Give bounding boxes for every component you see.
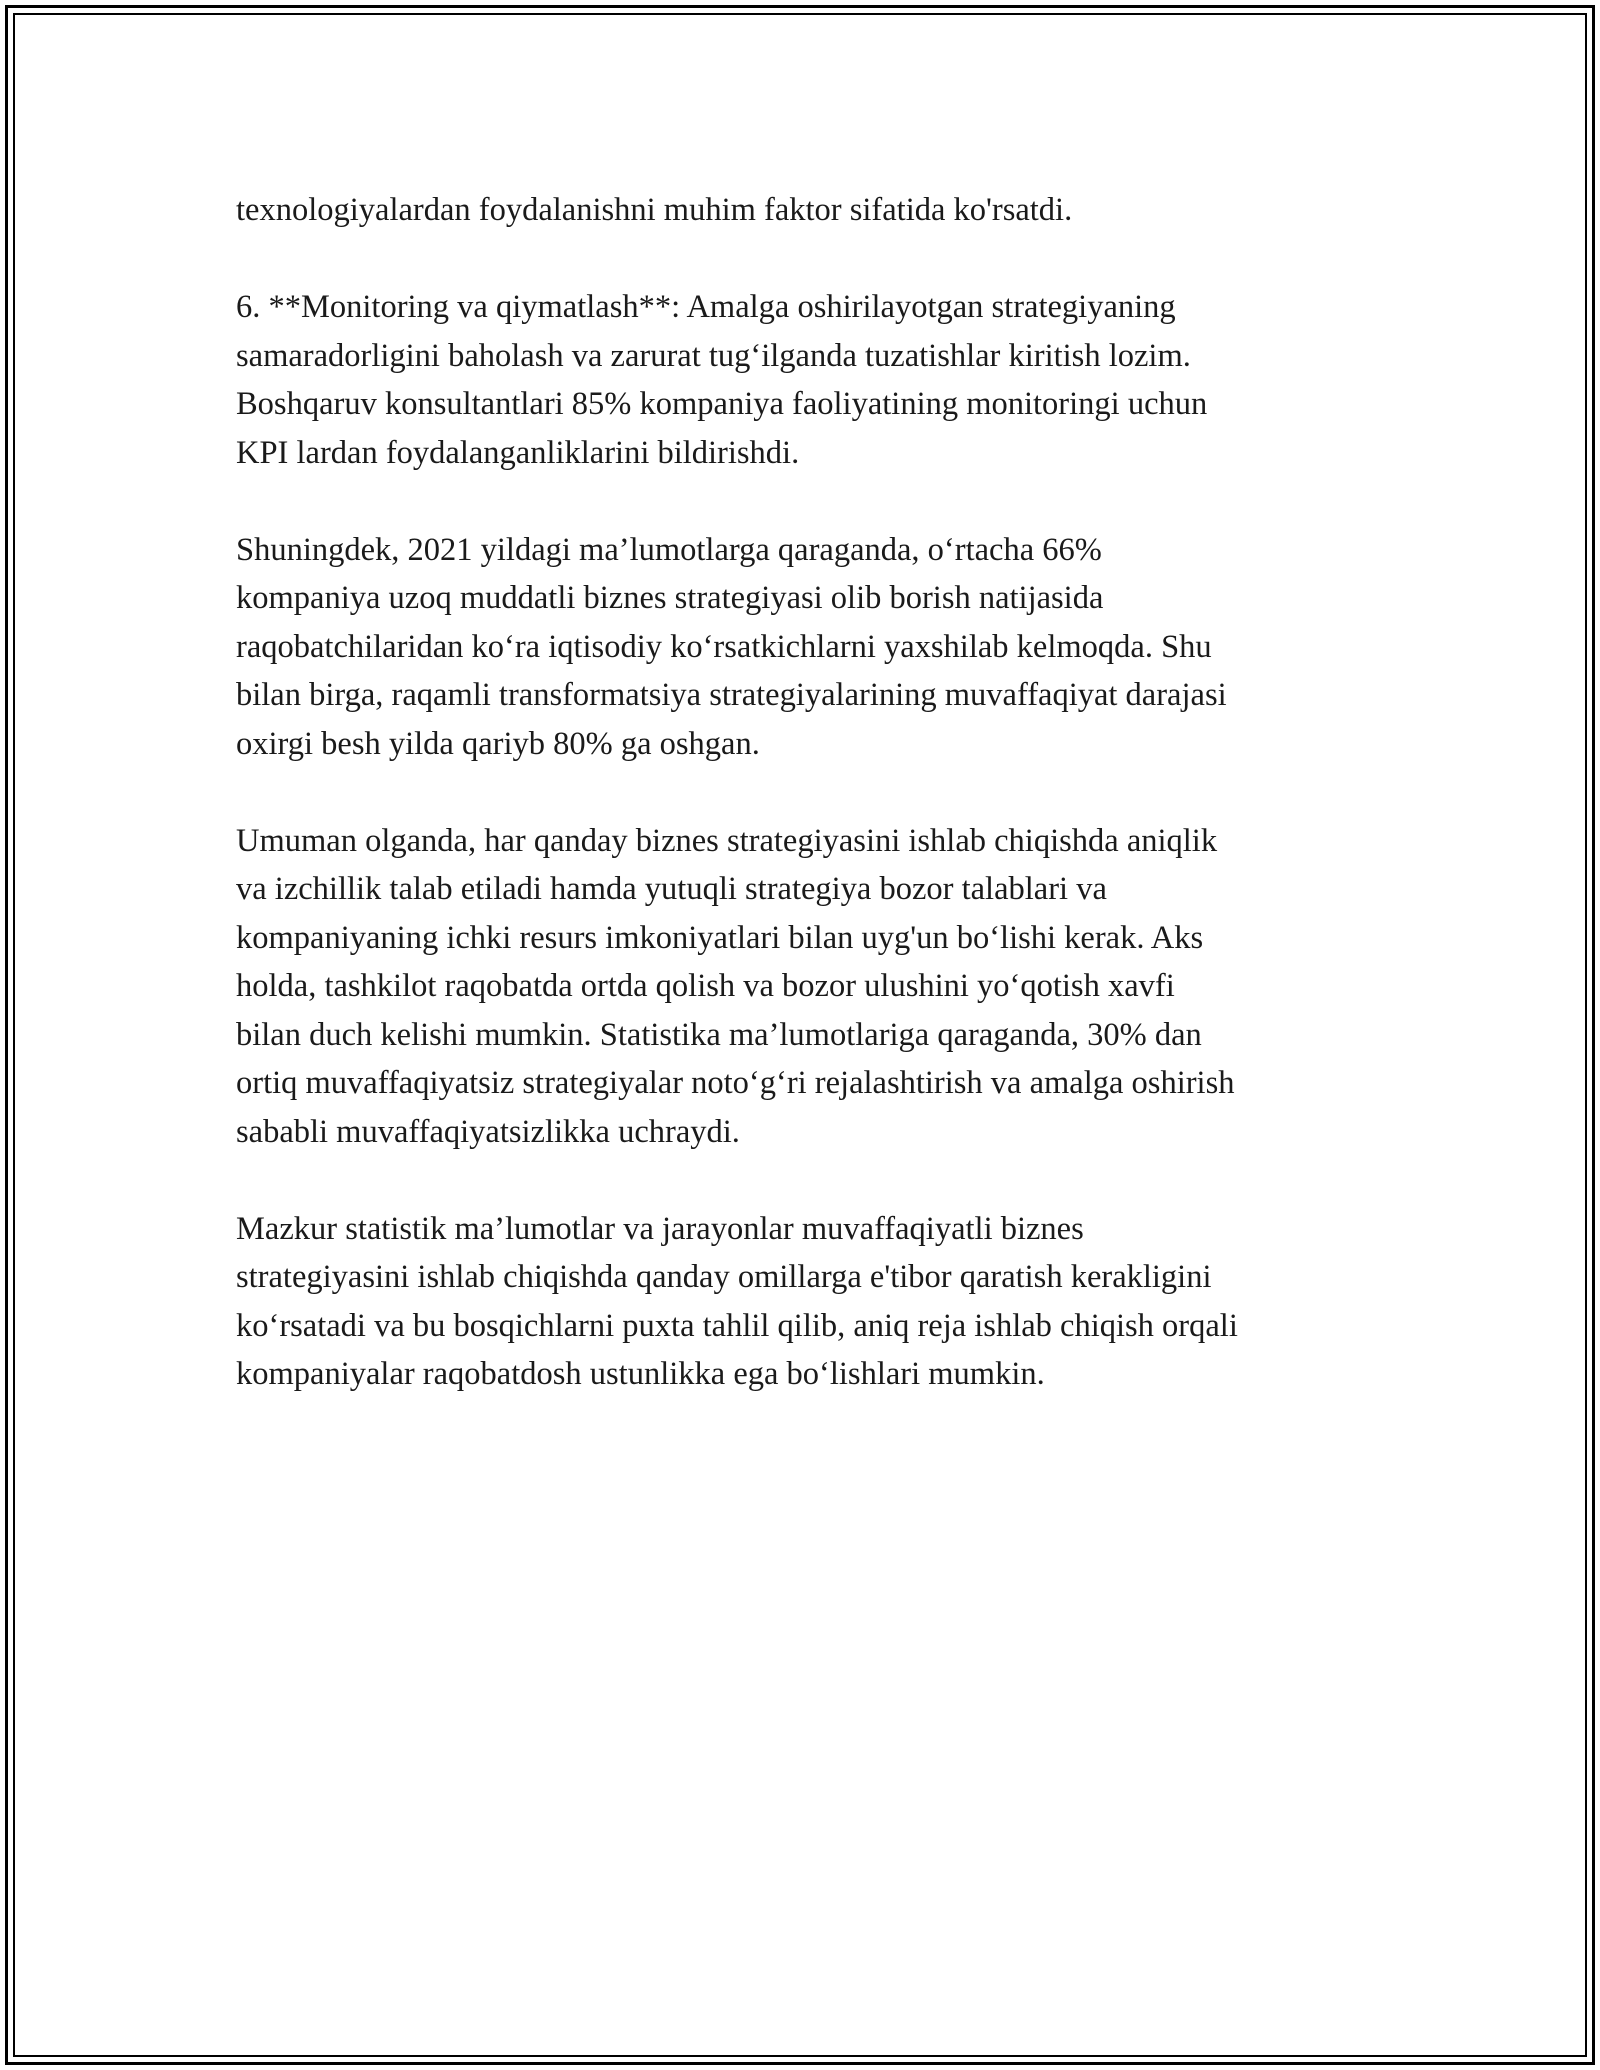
text-line: Mazkur statistik ma’lumotlar va jarayonlar muvaffaqiyatli biznes [236,1210,1084,1247]
text-line: Shuningdek, 2021 yildagi ma’lumotlarga qaraganda, o‘rtacha 66% [236,531,1102,568]
text-line: ko‘rsatadi va bu bosqichlarni puxta tahlil qilib, aniq reja ishlab chiqish orqali [236,1307,1238,1344]
document-body [236,186,1386,1447]
text-line: raqobatchilaridan ko‘ra iqtisodiy ko‘rsatkichlarni yaxshilab kelmoqda. Shu [236,628,1212,665]
text-line: bilan duch kelishi mumkin. Statistika ma’lumotlariga qaraganda, 30% dan [236,1016,1202,1053]
paragraph-continuation [236,186,1386,235]
paragraph-summary [236,817,1386,1157]
text-line: Boshqaruv konsultantlari 85% kompaniya faoliyatining monitoringi uchun [236,386,1208,422]
text-line: 6. **Monitoring va qiymatlash**: Amalga oshirilayotgan strategiyaning [236,289,1176,325]
text-line: kompaniyalar raqobatdosh ustunlikka ega bo‘lishlari mumkin. [236,1356,1045,1392]
paragraph-conclusion [236,1205,1386,1399]
text-line: sababli muvaffaqiyatsizlikka uchraydi. [236,1113,740,1150]
text-line: oxirgi besh yilda qariyb 80% ga oshgan. [236,725,760,762]
text-line: KPI lardan foydalanganliklarini bildirishdi. [236,434,800,471]
paragraph-statistics-2021 [236,526,1386,769]
text-line: kompaniya uzoq muddatli biznes strategiyasi olib borish natijasida [236,580,1104,616]
text-line: bilan birga, raqamli transformatsiya strategiyalarining muvaffaqiyat darajasi [236,677,1227,713]
paragraph-monitoring [236,283,1386,477]
text-line: holda, tashkilot raqobatda ortda qolish va bozor ulushini yo‘qotish xavfi [236,968,1175,1004]
text-line: kompaniyaning ichki resurs imkoniyatlari bilan uyg'un bo‘lishi kerak. Aks [236,919,1204,956]
text-line: ortiq muvaffaqiyatsiz strategiyalar noto‘g‘ri rejalashtirish va amalga oshirish [236,1065,1235,1101]
text-line: Umuman olganda, har qanday biznes strategiyasini ishlab chiqishda aniqlik [236,822,1218,859]
text-line: texnologiyalardan foydalanishni muhim faktor sifatida ko'rsatdi. [236,192,1073,228]
text-line: va izchillik talab etiladi hamda yutuqli strategiya bozor talablari va [236,871,1107,907]
text-line: samaradorligini baholash va zarurat tug‘ilganda tuzatishlar kiritish lozim. [236,337,1191,374]
text-line: strategiyasini ishlab chiqishda qanday omillarga e'tibor qaratish kerakligini [236,1259,1212,1295]
